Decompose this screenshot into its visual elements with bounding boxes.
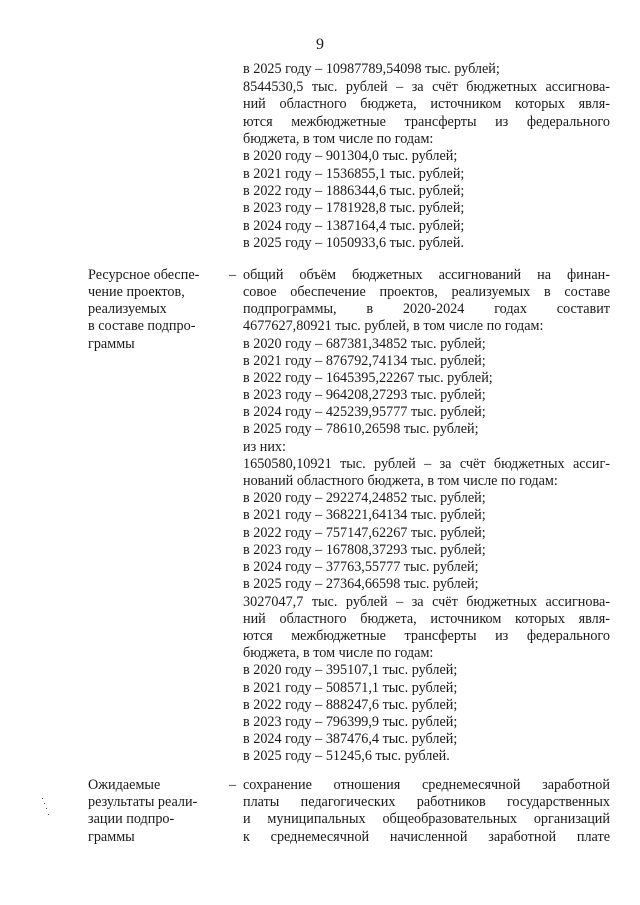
text-line: в 2021 году – 876792,74134 тыс. рублей; [243,353,486,369]
text-line: из них: [243,439,286,455]
text-line: ний областного бюджета, источником которых явля- [243,96,610,112]
text-line: в 2024 году – 1387164,4 тыс. рублей; [243,218,465,234]
scan-speck [46,808,47,809]
text-line: к среднемесячной начисленной заработной плате [243,829,610,845]
text-line: в 2023 году – 167808,37293 тыс. рублей; [243,542,486,558]
text-line: совое обеспечение проектов, реализуемых в составе [243,284,610,300]
section-label-line: в составе подпро- [88,318,196,334]
scan-speck [48,814,49,815]
text-line: в 2022 году – 888247,6 тыс. рублей; [243,697,458,713]
text-line: в 2021 году – 368221,64134 тыс. рублей; [243,507,486,523]
section-label-line: граммы [88,829,135,845]
text-line: ются межбюджетные трансферты из федерального [243,628,610,644]
text-line: в 2022 году – 757147,62267 тыс. рублей; [243,525,486,541]
section-label-line: чение проектов, [88,284,185,300]
text-line: в 2025 году – 1050933,6 тыс. рублей. [243,235,464,251]
text-line: в 2020 году – 292274,24852 тыс. рублей; [243,490,486,506]
text-line: в 2024 году – 425239,95777 тыс. рублей; [243,404,486,420]
text-line: 1650580,10921 тыс. рублей – за счёт бюджетных ассиг- [243,456,610,472]
scan-speck [42,798,43,799]
text-line: ются межбюджетные трансферты из федерального [243,114,610,130]
text-line: нований областного бюджета, в том числе по годам: [243,473,558,489]
text-line: 3027047,7 тыс. рублей – за счёт бюджетных ассигнова- [243,594,610,610]
text-line: в 2022 году – 1886344,6 тыс. рублей; [243,183,465,199]
section-label-line: реализуемых [88,301,167,317]
text-line: в 2021 году – 1536855,1 тыс. рублей; [243,166,465,182]
section-label-line: Ресурсное обеспе- [88,267,200,283]
section-label-line: зации подпро- [88,811,175,827]
text-line: в 2025 году – 51245,6 тыс. рублей. [243,748,450,764]
section-label-line: граммы [88,336,135,352]
text-line: в 2020 году – 395107,1 тыс. рублей; [243,662,458,678]
section-dash: – [229,777,237,793]
text-line: подпрограммы, в 2020-2024 годах составит [243,301,610,317]
section-dash: – [229,267,237,283]
text-line: в 2025 году – 78610,26598 тыс. рублей; [243,421,479,437]
text-line: в 2020 году – 901304,0 тыс. рублей; [243,148,458,164]
text-line: бюджета, в том числе по годам: [243,645,434,661]
text-line: в 2024 году – 37763,55777 тыс. рублей; [243,559,479,575]
scan-speck [44,803,45,804]
text-line: общий объём бюджетных ассигнований на финан- [243,267,610,283]
text-line: в 2025 году – 27364,66598 тыс. рублей; [243,576,479,592]
text-line: в 2025 году – 10987789,54098 тыс. рублей; [243,61,500,77]
text-line: в 2023 году – 964208,27293 тыс. рублей; [243,387,486,403]
text-line: и муниципальных общеобразовательных организаций [243,811,610,827]
section-label-line: результаты реали- [88,794,198,810]
text-line: ний областного бюджета, источником которых явля- [243,611,610,627]
text-line: в 2023 году – 796399,9 тыс. рублей; [243,714,458,730]
text-line: в 2023 году – 1781928,8 тыс. рублей; [243,200,465,216]
text-line: 8544530,5 тыс. рублей – за счёт бюджетных ассигнова- [243,79,610,95]
text-line: в 2021 году – 508571,1 тыс. рублей; [243,680,458,696]
text-line: 4677627,80921 тыс. рублей, в том числе по годам: [243,318,544,334]
text-line: сохранение отношения среднемесячной заработной [243,777,610,793]
text-line: в 2024 году – 387476,4 тыс. рублей; [243,731,458,747]
page-number: 9 [316,36,324,53]
text-line: бюджета, в том числе по годам: [243,131,434,147]
section-label-line: Ожидаемые [88,777,161,793]
text-line: в 2020 году – 687381,34852 тыс. рублей; [243,336,486,352]
text-line: платы педагогических работников государственных [243,794,610,810]
text-line: в 2022 году – 1645395,22267 тыс. рублей; [243,370,493,386]
